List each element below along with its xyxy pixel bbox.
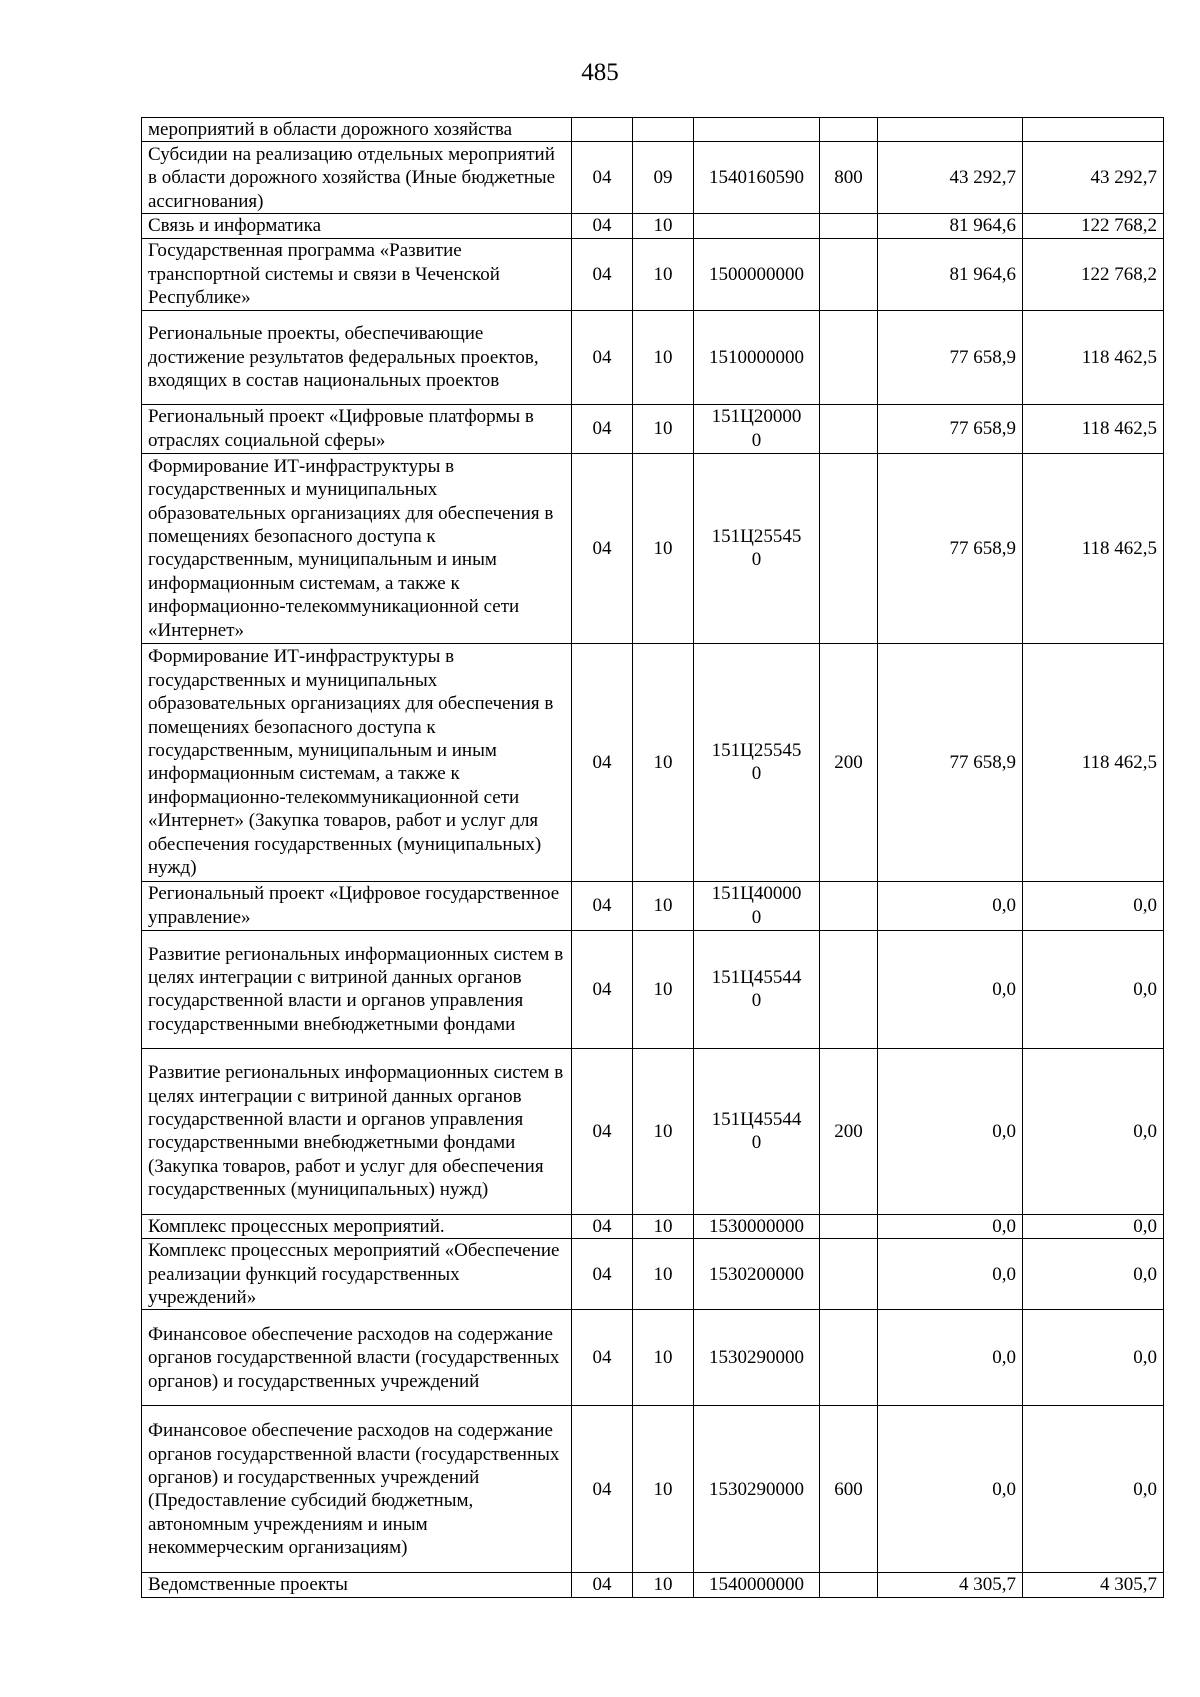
row-name: Региональный проект «Цифровые платформы в отраслях социальной сферы» bbox=[142, 404, 572, 453]
target-article-code: 151Ц25545 0 bbox=[694, 453, 820, 643]
table-row bbox=[142, 404, 1164, 453]
target-article-code: 1530290000 bbox=[694, 1310, 820, 1406]
table-row bbox=[142, 214, 1164, 238]
amount-year-1: 77 658,9 bbox=[878, 453, 1023, 643]
amount-year-2: 0,0 bbox=[1023, 1214, 1164, 1238]
section-code: 04 bbox=[572, 310, 633, 404]
amount-year-2: 0,0 bbox=[1023, 1406, 1164, 1573]
amount-year-1: 43 292,7 bbox=[878, 142, 1023, 214]
row-name: Комплекс процессных мероприятий. bbox=[142, 1214, 572, 1238]
subsection-code: 10 bbox=[633, 1573, 694, 1597]
subsection-code: 10 bbox=[633, 1048, 694, 1214]
subsection-code: 10 bbox=[633, 310, 694, 404]
target-article-code: 1500000000 bbox=[694, 238, 820, 310]
amount-year-1: 77 658,9 bbox=[878, 643, 1023, 881]
section-code: 04 bbox=[572, 881, 633, 930]
subsection-code: 10 bbox=[633, 1310, 694, 1406]
row-name: Государственная программа «Развитие транспортной системы и связи в Чеченской Республике» bbox=[142, 238, 572, 310]
expense-type-code bbox=[820, 1214, 878, 1238]
section-code: 04 bbox=[572, 930, 633, 1048]
page-number: 485 bbox=[581, 59, 619, 86]
row-name: Финансовое обеспечение расходов на содержание органов государственной власти (государственных органов) и государственных учреждений (Предоставление субсидий бюджетным, автономным учреждениям и иным некоммерческим организациям) bbox=[142, 1406, 572, 1573]
table-row bbox=[142, 1573, 1164, 1597]
section-code: 04 bbox=[572, 1406, 633, 1573]
budget-table bbox=[141, 117, 1164, 1598]
expense-type-code: 200 bbox=[820, 1048, 878, 1214]
amount-year-1: 4 305,7 bbox=[878, 1573, 1023, 1597]
row-name: Субсидии на реализацию отдельных мероприятий в области дорожного хозяйства (Иные бюджетные ассигнования) bbox=[142, 142, 572, 214]
amount-year-1 bbox=[878, 118, 1023, 142]
subsection-code: 10 bbox=[633, 643, 694, 881]
section-code: 04 bbox=[572, 1048, 633, 1214]
expense-type-code bbox=[820, 1573, 878, 1597]
section-code: 04 bbox=[572, 238, 633, 310]
expense-type-code: 200 bbox=[820, 643, 878, 881]
section-code: 04 bbox=[572, 404, 633, 453]
table-row bbox=[142, 118, 1164, 142]
amount-year-1: 0,0 bbox=[878, 1214, 1023, 1238]
section-code: 04 bbox=[572, 214, 633, 238]
amount-year-2: 0,0 bbox=[1023, 1048, 1164, 1214]
row-name: мероприятий в области дорожного хозяйства bbox=[142, 118, 572, 142]
target-article-code: 151Ц45544 0 bbox=[694, 1048, 820, 1214]
target-article-code bbox=[694, 118, 820, 142]
amount-year-1: 0,0 bbox=[878, 881, 1023, 930]
subsection-code bbox=[633, 118, 694, 142]
amount-year-2: 0,0 bbox=[1023, 930, 1164, 1048]
amount-year-2: 0,0 bbox=[1023, 1310, 1164, 1406]
amount-year-2 bbox=[1023, 118, 1164, 142]
expense-type-code bbox=[820, 453, 878, 643]
section-code: 04 bbox=[572, 453, 633, 643]
target-article-code: 151Ц45544 0 bbox=[694, 930, 820, 1048]
table-row bbox=[142, 1406, 1164, 1573]
expense-type-code: 600 bbox=[820, 1406, 878, 1573]
amount-year-2: 118 462,5 bbox=[1023, 404, 1164, 453]
section-code: 04 bbox=[572, 1310, 633, 1406]
expense-type-code bbox=[820, 310, 878, 404]
section-code: 04 bbox=[572, 1214, 633, 1238]
section-code: 04 bbox=[572, 1573, 633, 1597]
target-article-code: 151Ц40000 0 bbox=[694, 881, 820, 930]
amount-year-1: 0,0 bbox=[878, 1406, 1023, 1573]
table-row bbox=[142, 238, 1164, 310]
amount-year-2: 118 462,5 bbox=[1023, 643, 1164, 881]
target-article-code bbox=[694, 214, 820, 238]
target-article-code: 1530200000 bbox=[694, 1239, 820, 1310]
target-article-code: 1530000000 bbox=[694, 1214, 820, 1238]
amount-year-2: 0,0 bbox=[1023, 1239, 1164, 1310]
table-row bbox=[142, 1214, 1164, 1238]
amount-year-1: 0,0 bbox=[878, 1048, 1023, 1214]
amount-year-2: 122 768,2 bbox=[1023, 238, 1164, 310]
expense-type-code bbox=[820, 118, 878, 142]
amount-year-1: 81 964,6 bbox=[878, 214, 1023, 238]
subsection-code: 10 bbox=[633, 238, 694, 310]
expense-type-code bbox=[820, 881, 878, 930]
subsection-code: 10 bbox=[633, 930, 694, 1048]
amount-year-1: 0,0 bbox=[878, 1310, 1023, 1406]
table-body bbox=[142, 118, 1164, 1598]
row-name: Формирование ИТ-инфраструктуры в государственных и муниципальных образовательных организациях для обеспечения в помещениях безопасного доступа к государственным, муниципальным и иным информационным системам, а также к информационно-телекоммуникационной сети «Интернет» (Закупка товаров, работ и услуг для обеспечения государственных (муниципальных) нужд) bbox=[142, 643, 572, 881]
row-name: Развитие региональных информационных систем в целях интеграции с витриной данных органов государственной власти и органов управления государственными внебюджетными фондами (Закупка товаров, работ и услуг для обеспечения государственных (муниципальных) нужд) bbox=[142, 1048, 572, 1214]
amount-year-1: 77 658,9 bbox=[878, 310, 1023, 404]
amount-year-1: 0,0 bbox=[878, 930, 1023, 1048]
subsection-code: 10 bbox=[633, 404, 694, 453]
table-row bbox=[142, 930, 1164, 1048]
amount-year-1: 0,0 bbox=[878, 1239, 1023, 1310]
table-row bbox=[142, 453, 1164, 643]
row-name: Финансовое обеспечение расходов на содержание органов государственной власти (государственных органов) и государственных учреждений bbox=[142, 1310, 572, 1406]
target-article-code: 1540000000 bbox=[694, 1573, 820, 1597]
subsection-code: 10 bbox=[633, 1214, 694, 1238]
section-code: 04 bbox=[572, 643, 633, 881]
table-row bbox=[142, 310, 1164, 404]
expense-type-code: 800 bbox=[820, 142, 878, 214]
amount-year-2: 43 292,7 bbox=[1023, 142, 1164, 214]
table-row bbox=[142, 881, 1164, 930]
row-name: Региональные проекты, обеспечивающие достижение результатов федеральных проектов, входящих в состав национальных проектов bbox=[142, 310, 572, 404]
amount-year-1: 81 964,6 bbox=[878, 238, 1023, 310]
row-name: Связь и информатика bbox=[142, 214, 572, 238]
subsection-code: 10 bbox=[633, 881, 694, 930]
expense-type-code bbox=[820, 1239, 878, 1310]
row-name: Ведомственные проекты bbox=[142, 1573, 572, 1597]
amount-year-2: 118 462,5 bbox=[1023, 453, 1164, 643]
expense-type-code bbox=[820, 404, 878, 453]
table-row bbox=[142, 1048, 1164, 1214]
row-name: Региональный проект «Цифровое государственное управление» bbox=[142, 881, 572, 930]
table-row bbox=[142, 142, 1164, 214]
section-code bbox=[572, 118, 633, 142]
expense-type-code bbox=[820, 1310, 878, 1406]
amount-year-2: 118 462,5 bbox=[1023, 310, 1164, 404]
section-code: 04 bbox=[572, 142, 633, 214]
target-article-code: 151Ц25545 0 bbox=[694, 643, 820, 881]
subsection-code: 10 bbox=[633, 453, 694, 643]
row-name: Формирование ИТ-инфраструктуры в государственных и муниципальных образовательных организациях для обеспечения в помещениях безопасного доступа к государственным, муниципальным и иным информационным системам, а также к информационно-телекоммуникационной сети «Интернет» bbox=[142, 453, 572, 643]
subsection-code: 09 bbox=[633, 142, 694, 214]
amount-year-2: 0,0 bbox=[1023, 881, 1164, 930]
table-row bbox=[142, 643, 1164, 881]
amount-year-2: 4 305,7 bbox=[1023, 1573, 1164, 1597]
expense-type-code bbox=[820, 214, 878, 238]
subsection-code: 10 bbox=[633, 214, 694, 238]
subsection-code: 10 bbox=[633, 1406, 694, 1573]
expense-type-code bbox=[820, 238, 878, 310]
row-name: Развитие региональных информационных систем в целях интеграции с витриной данных органов государственной власти и органов управления государственными внебюджетными фондами bbox=[142, 930, 572, 1048]
amount-year-1: 77 658,9 bbox=[878, 404, 1023, 453]
target-article-code: 1510000000 bbox=[694, 310, 820, 404]
table-row bbox=[142, 1239, 1164, 1310]
amount-year-2: 122 768,2 bbox=[1023, 214, 1164, 238]
expense-type-code bbox=[820, 930, 878, 1048]
target-article-code: 1530290000 bbox=[694, 1406, 820, 1573]
subsection-code: 10 bbox=[633, 1239, 694, 1310]
target-article-code: 1540160590 bbox=[694, 142, 820, 214]
table-row bbox=[142, 1310, 1164, 1406]
row-name: Комплекс процессных мероприятий «Обеспечение реализации функций государственных учреждений» bbox=[142, 1239, 572, 1310]
section-code: 04 bbox=[572, 1239, 633, 1310]
target-article-code: 151Ц20000 0 bbox=[694, 404, 820, 453]
